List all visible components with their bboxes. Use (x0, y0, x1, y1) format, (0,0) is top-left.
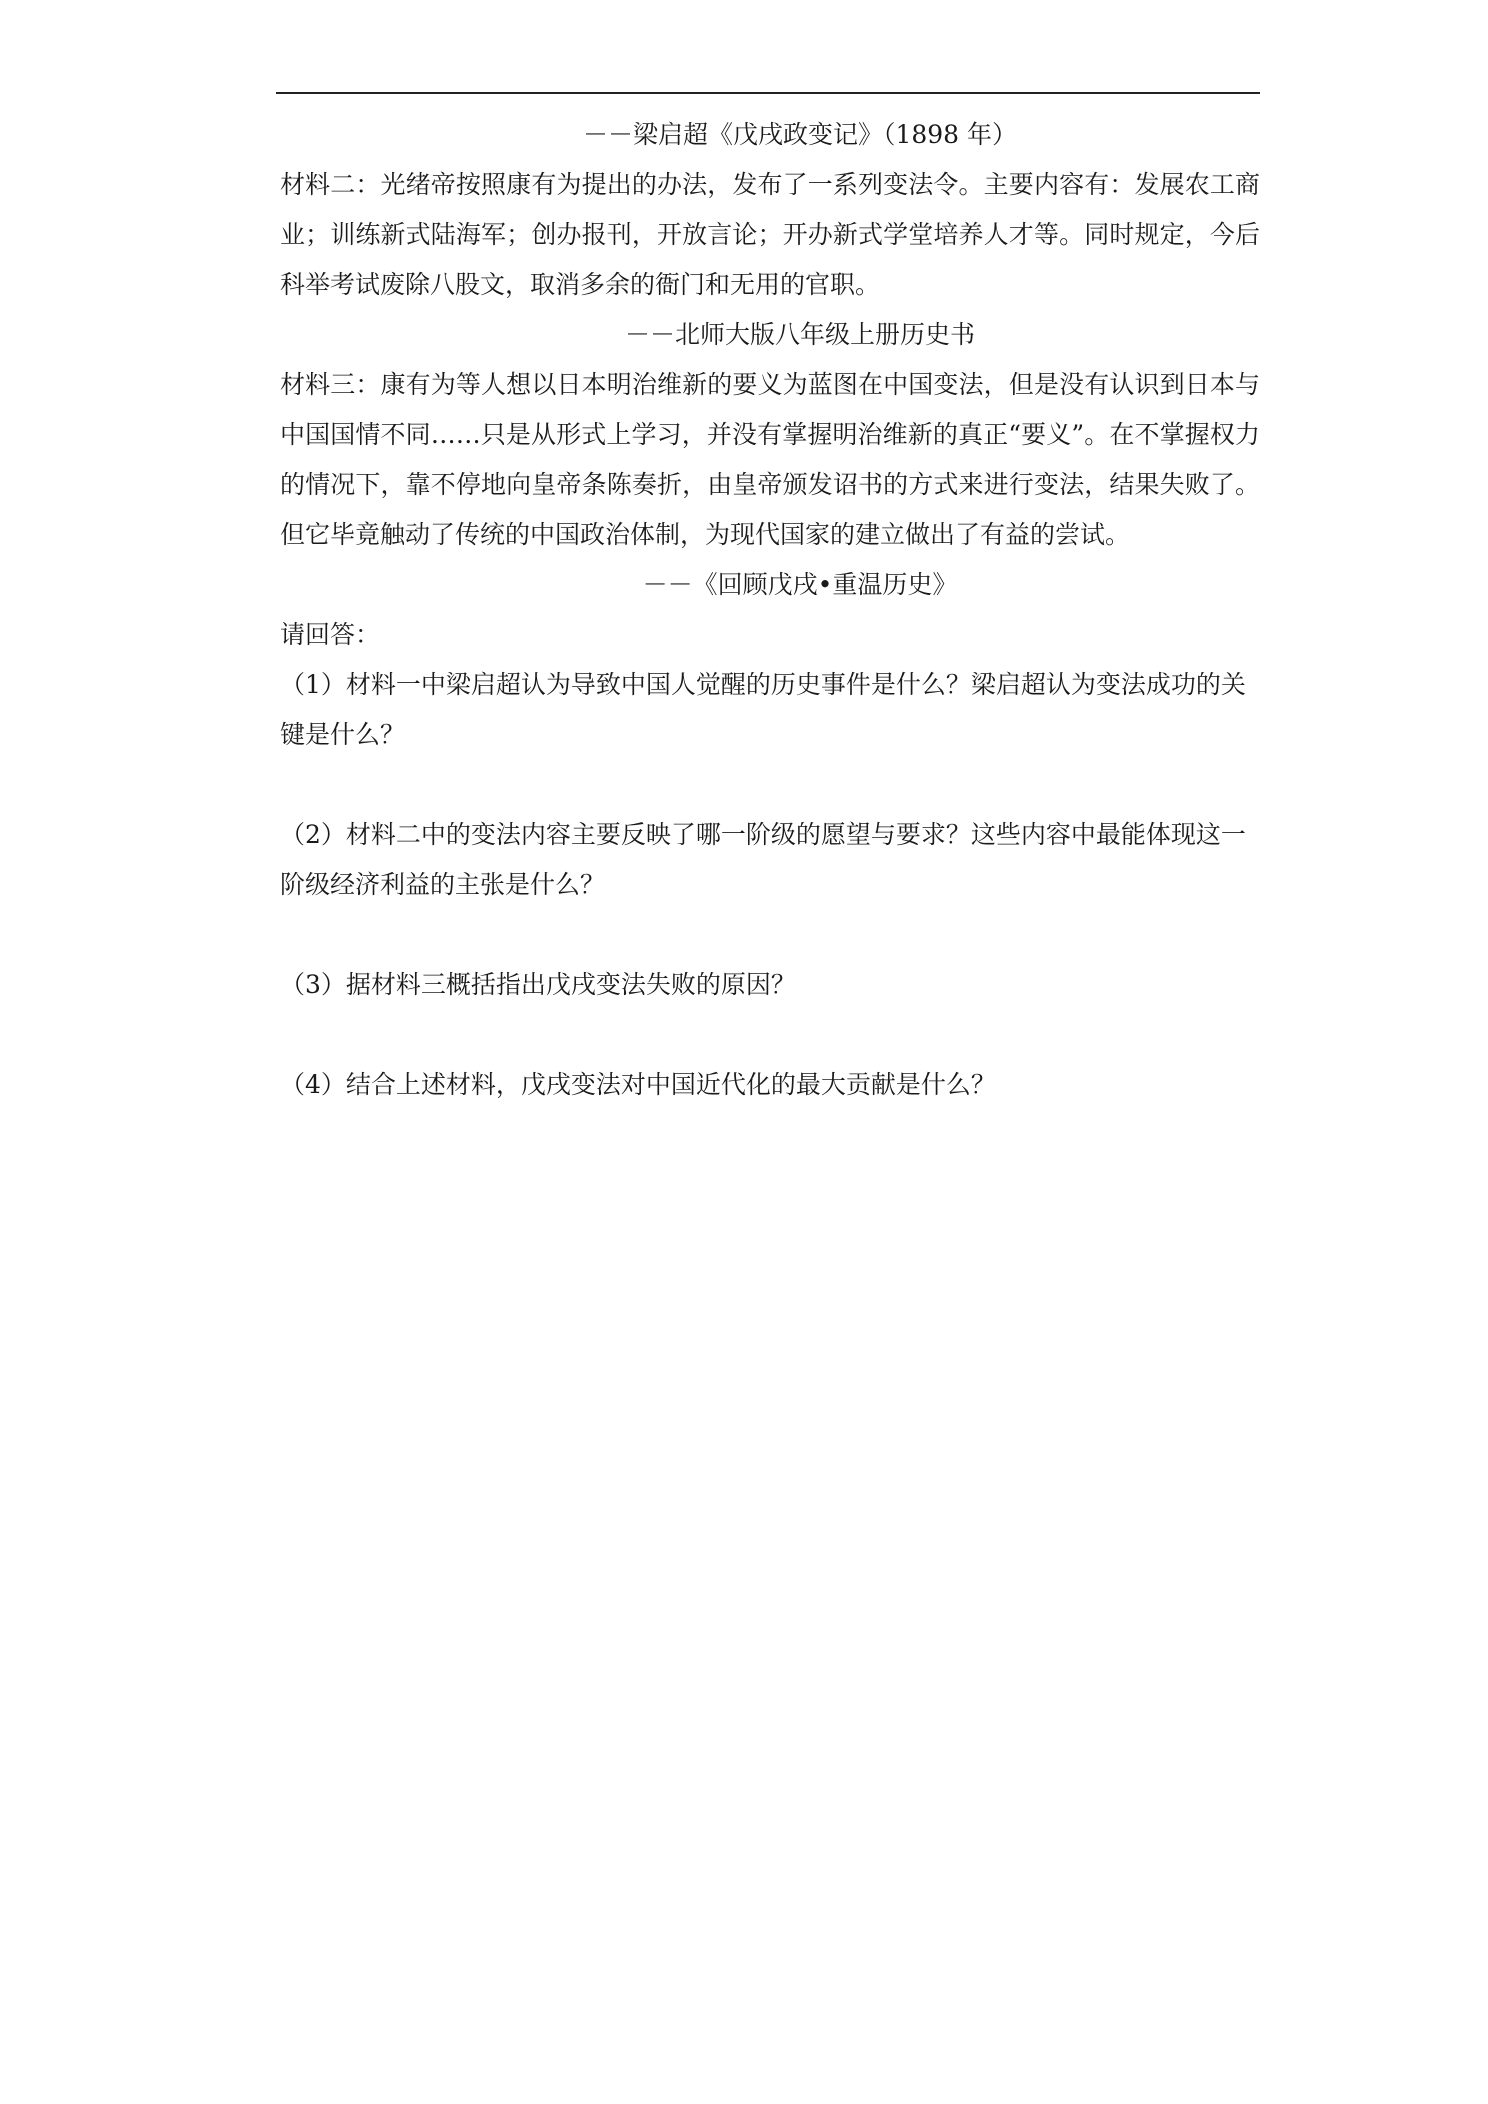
answer-space-2 (280, 910, 1260, 960)
question-2: （2）材料二中的变法内容主要反映了哪一阶级的愿望与要求？这些内容中最能体现这一阶级经济利益的主张是什么？ (280, 820, 1246, 899)
material-3-text: 材料三：康有为等人想以日本明治维新的要义为蓝图在中国变法，但是没有认识到日本与中国国情不同……只是从形式上学习，并没有掌握明治维新的真正“要义”。在不掌握权力的情况下，靠不停地向皇帝条陈奏折，由皇帝颁发诏书的方式来进行变法，结果失败了。但它毕竟触动了传统的中国政治体制，为现代国家的建立做出了有益的尝试。 (280, 370, 1260, 549)
material-2-text: 材料二：光绪帝按照康有为提出的办法，发布了一系列变法令。主要内容有：发展农工商业；训练新式陆海军；创办报刊，开放言论；开办新式学堂培养人才等。同时规定，今后科举考试废除八股文，取消多余的衙门和无用的官职。 (280, 170, 1260, 299)
answer-space-3 (280, 1010, 1260, 1060)
answer-prompt: 请回答： (280, 620, 381, 649)
material-2-attribution: －－北师大版八年级上册历史书 (624, 320, 975, 349)
answer-space-1 (280, 760, 1260, 810)
question-1: （1）材料一中梁启超认为导致中国人觉醒的历史事件是什么？梁启超认为变法成功的关键是什么？ (280, 670, 1246, 749)
material-3-attribution: －－《回顾戊戌•重温历史》 (642, 570, 958, 599)
question-4: （4）结合上述材料，戊戌变法对中国近代化的最大贡献是什么？ (280, 1070, 996, 1099)
question-3: （3）据材料三概括指出戊戌变法失败的原因？ (280, 970, 796, 999)
header-rule (276, 92, 1260, 94)
document-body (280, 110, 1260, 1110)
material-1-attribution: －－梁启超《戊戌政变记》（1898 年） (582, 120, 1018, 149)
